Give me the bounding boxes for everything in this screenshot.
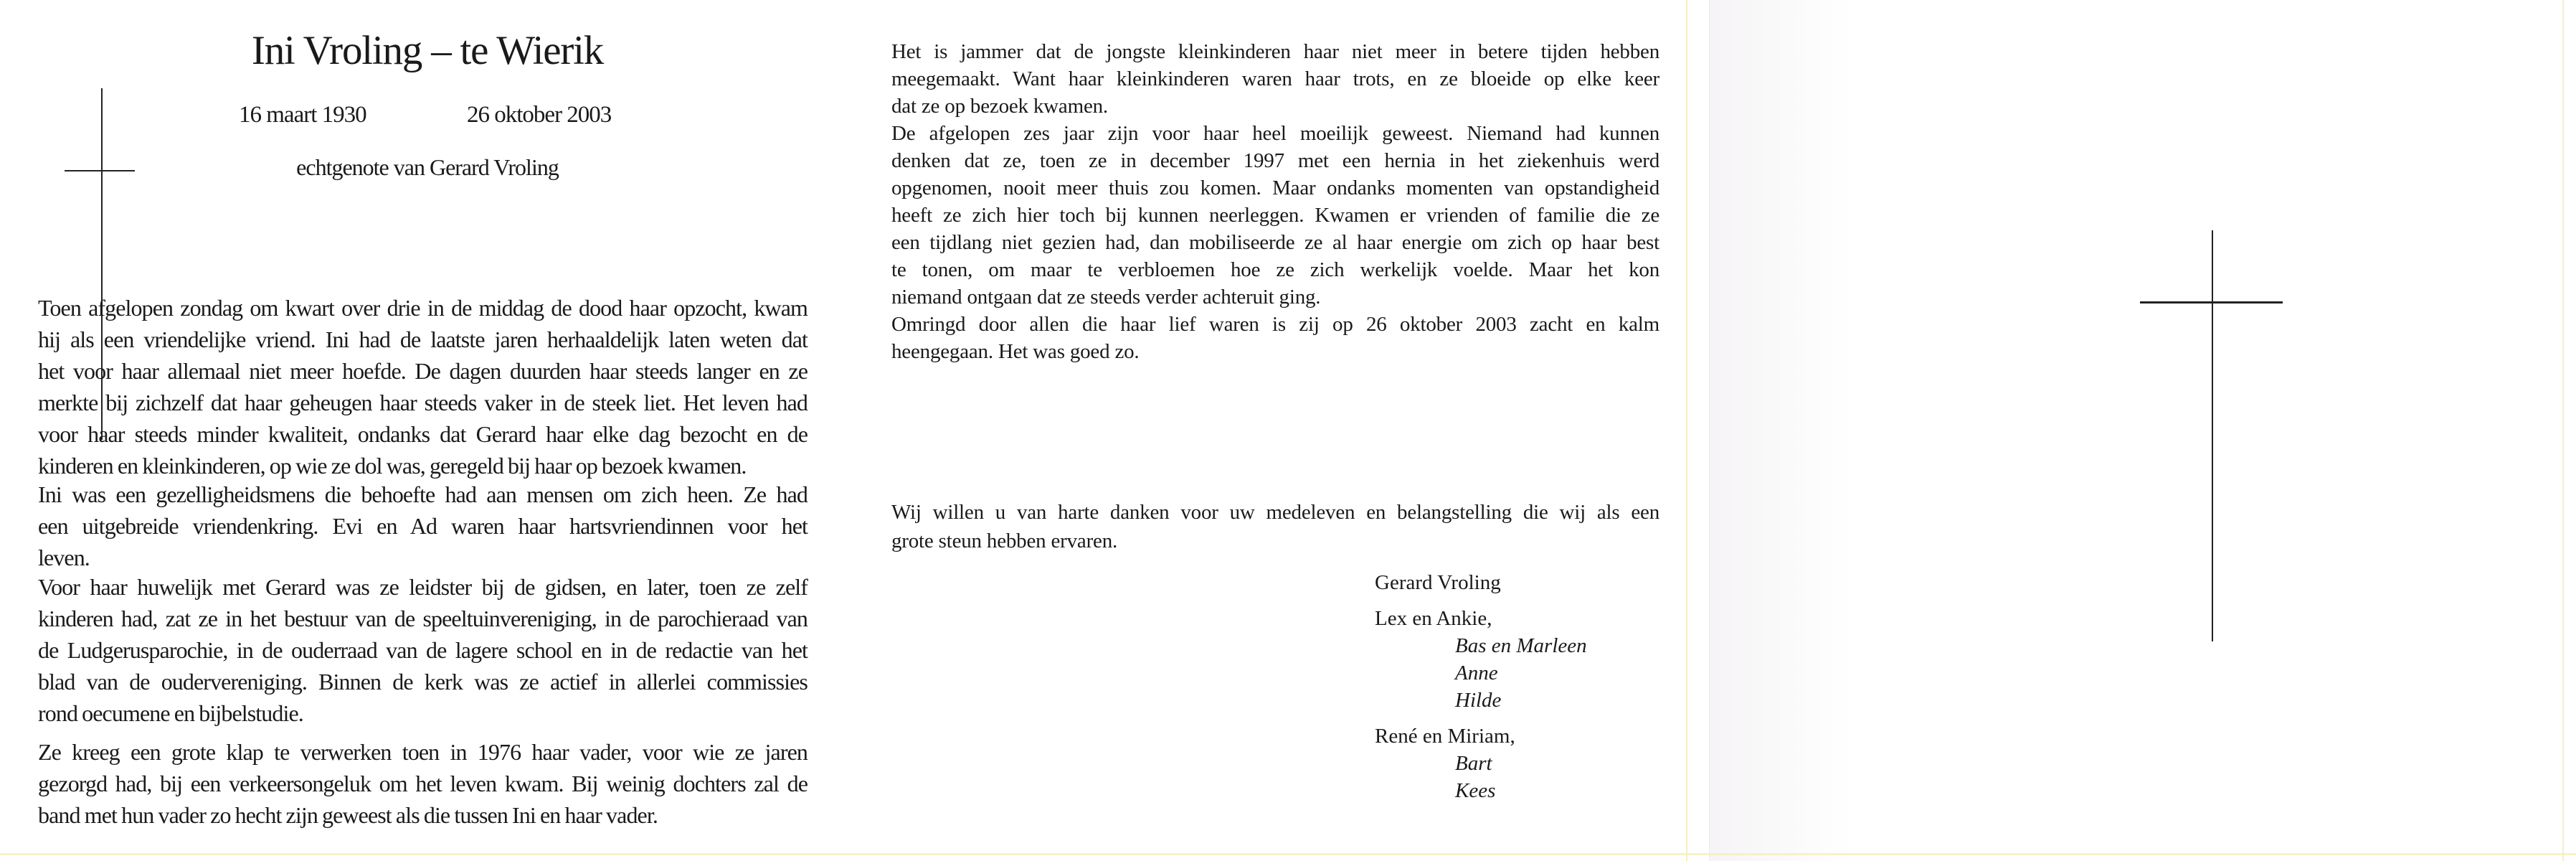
death-date: 26 oktober 2003: [467, 102, 612, 128]
paragraph-line: merkte bij zichzelf dat haar geheugen haar steeds vaker in de steek liet. Het leven had: [38, 390, 808, 415]
paragraph-line: Ze kreeg een grote klap te verwerken toen in 1976 haar vader, voor wie ze jaren: [38, 739, 808, 765]
spouse-subtitle: echtgenote van Gerard Vroling: [296, 154, 559, 180]
paragraph-line: blad van de oudervereniging. Binnen de kerk was ze actief in allerlei commissies: [38, 669, 808, 695]
signature-child: Kees: [1455, 779, 1496, 802]
paragraph-line: voor haar steeds minder kwaliteit, ondanks dat Gerard haar elke dag bezocht en de: [38, 421, 808, 447]
paragraph-line: hij als een vriendelijke vriend. Ini had de laatste jaren herhaaldelijk laten weten dat: [38, 326, 808, 352]
signature-child: Bas en Marleen: [1455, 634, 1587, 657]
paragraph-line: denken dat ze, toen ze in december 1997 met een hernia in het ziekenhuis werd: [891, 149, 1659, 172]
paragraph-line: heeft ze zich hier toch bij kunnen neerleggen. Kwamen er vrienden of familie die ze: [891, 204, 1659, 227]
page-fold-line: [1686, 0, 1687, 861]
birth-date: 16 maart 1930: [239, 102, 366, 128]
paragraph-line: De afgelopen zes jaar zijn voor haar heel moeilijk geweest. Niemand had kunnen: [891, 122, 1659, 145]
paragraph-line: Toen afgelopen zondag om kwart over drie in de middag de dood haar opzocht, kwam: [38, 295, 808, 321]
paper-bottom-edge: [0, 853, 2576, 855]
paragraph-line: het voor haar allemaal niet meer hoefde. De dagen duurden haar steeds langer en ze: [38, 358, 808, 384]
signature-family: Lex en Ankie,: [1375, 607, 1492, 630]
page-edge-line: [2562, 0, 2564, 861]
paragraph-line: te tonen, om maar te verbloemen hoe ze zich werkelijk voelde. Maar het kon: [891, 258, 1659, 281]
paragraph-line: kinderen en kleinkinderen, op wie ze dol was, geregeld bij haar op bezoek kwamen.: [38, 453, 747, 479]
signature-family: René en Miriam,: [1375, 725, 1515, 748]
paragraph-line: een tijdlang niet gezien had, dan mobiliseerde ze al haar energie om zich op haar best: [891, 231, 1659, 254]
paragraph-line: Het is jammer dat de jongste kleinkinderen haar niet meer in betere tijden hebben: [891, 40, 1659, 63]
deceased-name-title: Ini Vroling – te Wierik: [251, 28, 604, 73]
signature-spouse: Gerard Vroling: [1375, 571, 1501, 594]
paragraph-line: de Ludgerusparochie, in de ouderraad van de lagere school en in de redactie van het: [38, 637, 808, 663]
paragraph-line: dat ze op bezoek kwamen.: [891, 95, 1108, 118]
paragraph-line: Omringd door allen die haar lief waren is zij op 26 oktober 2003 zacht en kalm: [891, 313, 1659, 336]
thanks-line: grote steun hebben ervaren.: [891, 530, 1118, 552]
paragraph-line: rond oecumene en bijbelstudie.: [38, 700, 303, 726]
paragraph-line: niemand ontgaan dat ze steeds verder achteruit ging.: [891, 286, 1321, 309]
paragraph-line: leven.: [38, 545, 90, 570]
paragraph-line: Voor haar huwelijk met Gerard was ze leidster bij de gidsen, en later, toen ze zelf: [38, 574, 808, 600]
paper-shadow: [1710, 0, 1853, 861]
paragraph-line: Ini was een gezelligheidsmens die behoefte had aan mensen om zich heen. Ze had: [38, 481, 808, 507]
signature-child: Anne: [1455, 662, 1498, 684]
signature-child: Bart: [1455, 752, 1492, 775]
thanks-line: Wij willen u van harte danken voor uw medeleven en belangstelling die wij als een: [891, 501, 1659, 524]
paragraph-line: gezorgd had, bij een verkeersongeluk om het leven kwam. Bij weinig dochters zal de: [38, 771, 808, 796]
paragraph-line: kinderen had, zat ze in het bestuur van de speeltuinvereniging, in de parochieraad van: [38, 606, 808, 631]
paragraph-line: band met hun vader zo hecht zijn geweest als die tussen Ini en haar vader.: [38, 802, 658, 828]
signature-child: Hilde: [1455, 689, 1502, 712]
paragraph-line: een uitgebreide vriendenkring. Evi en Ad waren haar hartsvriendinnen voor het: [38, 513, 808, 539]
paragraph-line: opgenomen, nooit meer thuis zou komen. Maar ondanks momenten van opstandigheid: [891, 177, 1659, 199]
paragraph-line: heengegaan. Het was goed zo.: [891, 340, 1140, 363]
paragraph-line: meegemaakt. Want haar kleinkinderen waren haar trots, en ze bloeide op elke keer: [891, 67, 1659, 90]
